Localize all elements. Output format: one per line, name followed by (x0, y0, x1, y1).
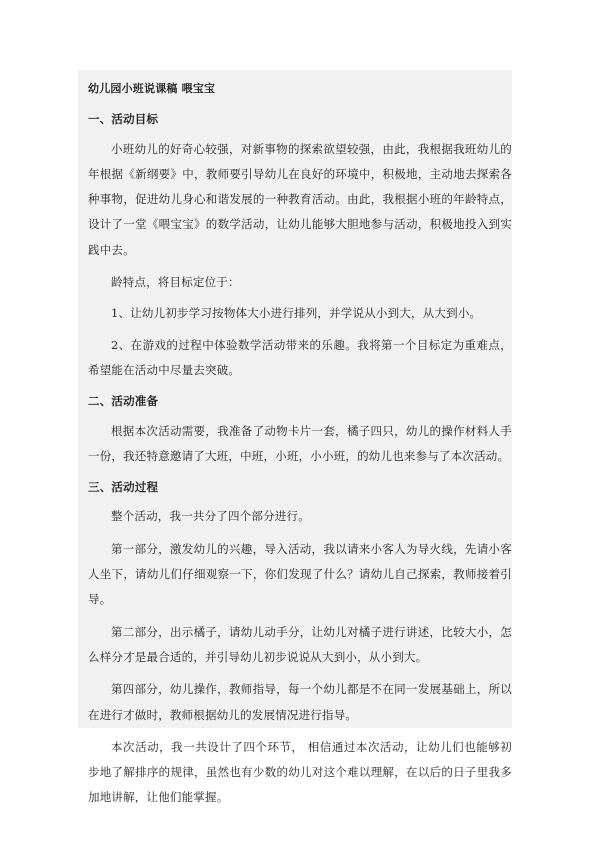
section-heading-goals: 一、活动目标 (88, 112, 159, 127)
paragraph: 龄特点，将目标定位于： (111, 275, 240, 290)
goal-item-2: 2、在游戏的过程中体验数学活动带来的乐趣。我将第一个目标定为重难点，希望能在活动中尽量去突破。 (88, 337, 512, 377)
goal-item-1: 1、让幼儿初步学习按物体大小进行排列，并学说从小到大，从大到小。 (111, 306, 482, 321)
paragraph: 第四部分，幼儿操作，教师指导，每一个幼儿都是不在同一发展基础上，所以在进行才做时，教师根据幼儿的发展情况进行指导。 (88, 682, 512, 722)
paragraph: 整个活动，我一共分了四个部分进行。 (111, 509, 310, 524)
section-heading-process: 三、活动过程 (88, 480, 159, 495)
paragraph: 第二部分，出示橘子，请幼儿动手分，让幼儿对橘子进行讲述，比较大小，怎么样分才是最合适的，并引导幼儿初步说说从大到小，从小到大。 (88, 624, 512, 664)
paragraph: 根据本次活动需要，我准备了动物卡片一套，橘子四只，幼儿的操作材料人手一份，我还特意邀请了大班，中班，小班，小小班，的幼儿也来参与了本次活动。 (88, 423, 512, 463)
paragraph: 第一部分，激发幼儿的兴趣，导入活动，我以请来小客人为导火线，先请小客人坐下，请幼儿们仔细观察一下，你们发现了什么？请幼儿自己探索，教师接着引导。 (88, 541, 512, 607)
document-body (88, 76, 512, 811)
document-title: 幼儿园小班说课稿 喂宝宝 (88, 82, 216, 95)
paragraph: 本次活动，我一共设计了四个环节， 相信通过本次活动，让幼儿们也能够初步地了解排序的规律，虽然也有少数的幼儿对这个难以理解，在以后的日子里我多加地讲解，让他们能掌握。 (88, 739, 512, 805)
paragraph: 小班幼儿的好奇心较强，对新事物的探索欲望较强，由此，我根据我班幼儿的年根据《新纲要》中，教师要引导幼儿在良好的环境中，积极地，主动地去探索各种事物，促进幼儿身心和谐发展的一种教育活动。由此，我根据小班的年龄特点，设计了一堂《喂宝宝》的数学活动，让幼儿能够大胆地参与活动，积极地投入到实践中去。 (88, 141, 512, 257)
section-heading-preparation: 二、活动准备 (88, 394, 159, 409)
